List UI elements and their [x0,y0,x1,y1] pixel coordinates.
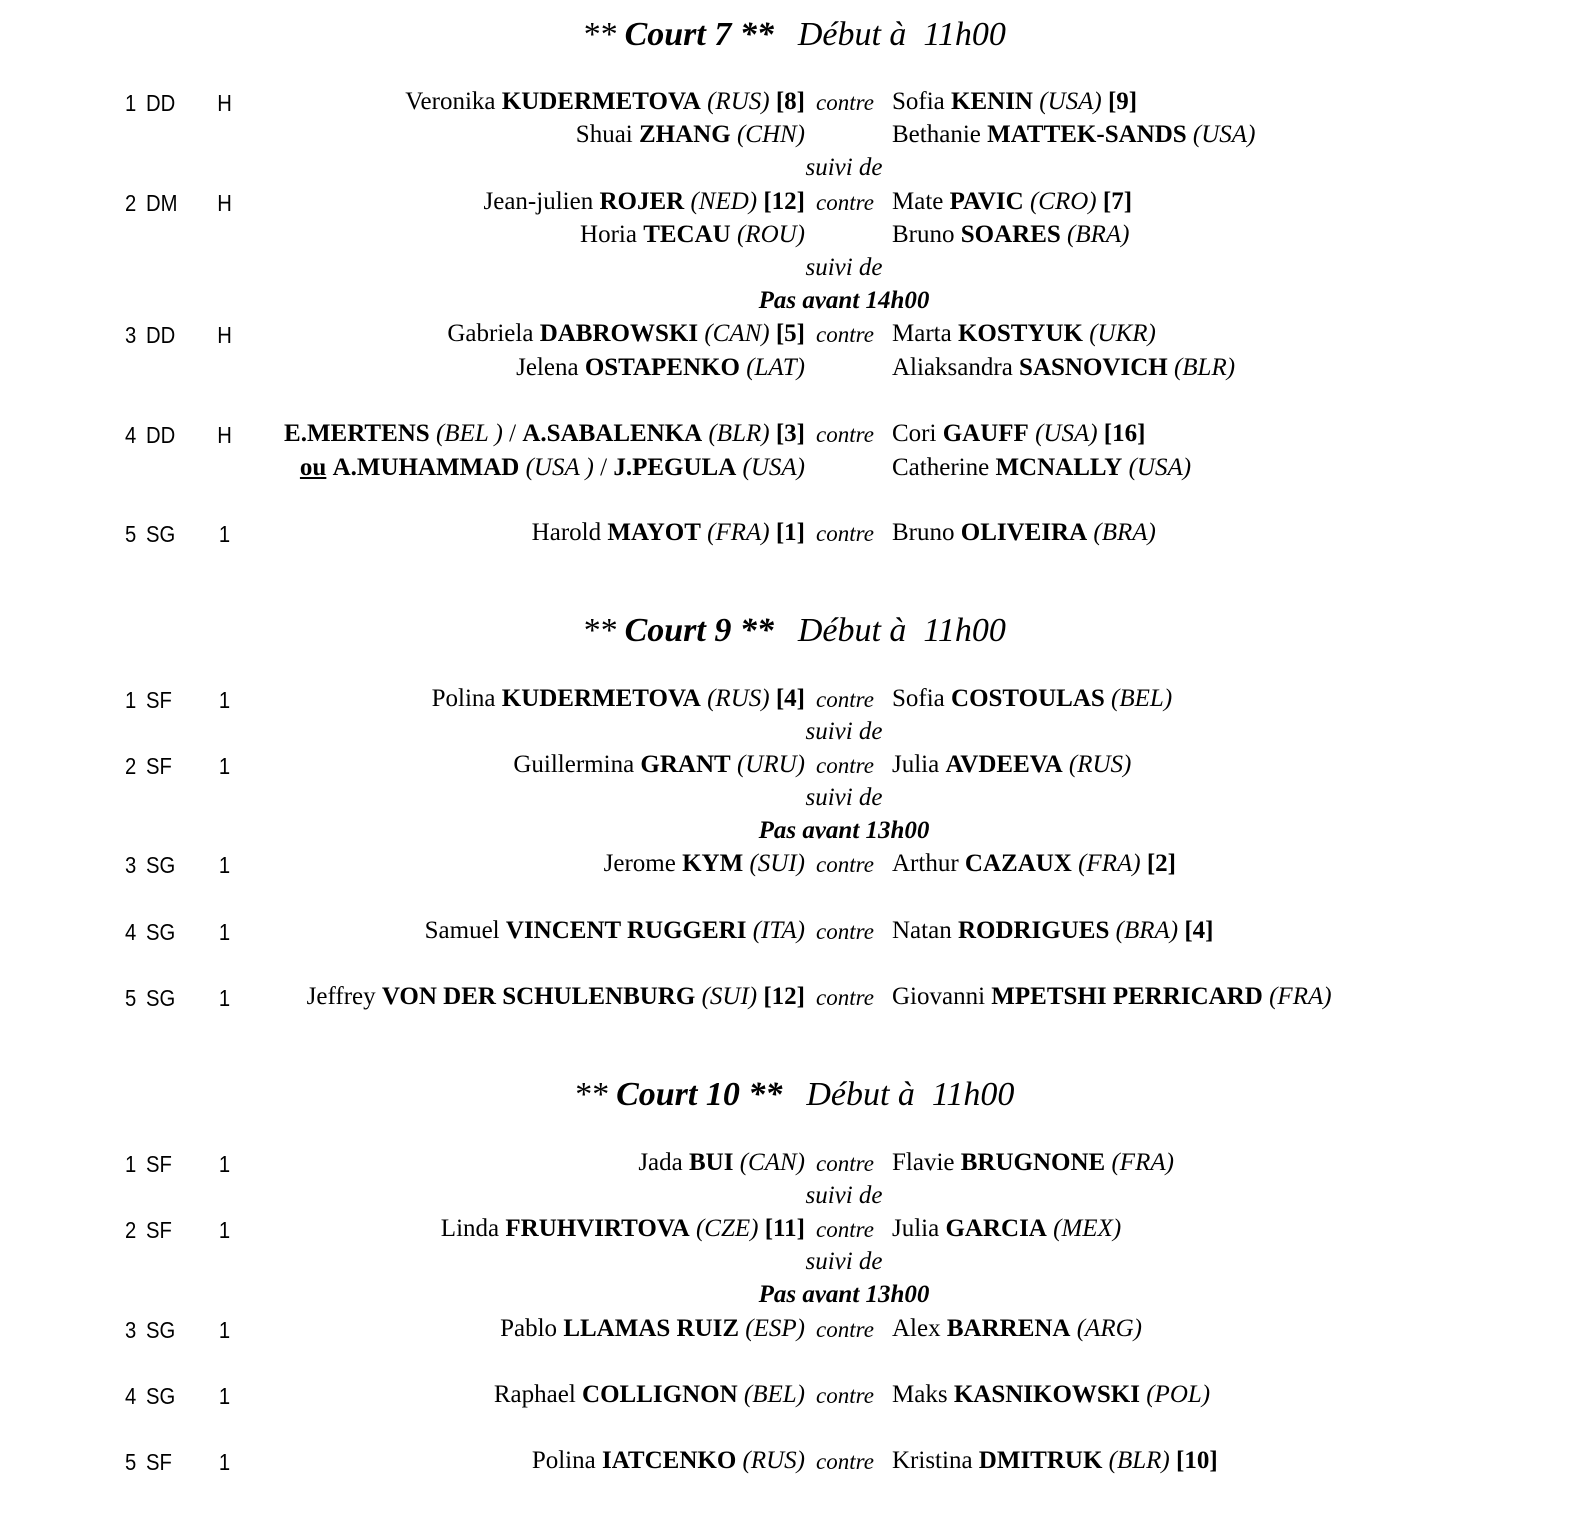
player-left: Veronika KUDERMETOVA (RUS) [8] [405,88,805,115]
court-name: Court 10 [616,1076,740,1113]
match-row [0,917,1588,951]
player-right: Sofia KENIN (USA) [9] [892,88,1138,115]
player-right: Arthur CAZAUX (FRA) [2] [892,850,1176,877]
match-row [0,420,1588,454]
match-category: SG [146,985,176,1011]
match-type: 1 [218,1449,231,1475]
player-left: Jada BUI (CAN) [638,1149,805,1176]
player-right: Julia GARCIA (MEX) [892,1215,1122,1242]
start-time: Début à 11h00 [797,612,1006,649]
match-category: SG [146,1317,176,1343]
contre-label: contre [816,985,874,1010]
player-right: Marta KOSTYUK (UKR) [892,320,1156,347]
match-row [0,1315,1588,1349]
match-type: 1 [218,687,231,713]
match-category: SF [146,1151,172,1177]
contre-label: contre [816,1317,874,1342]
match-type: 1 [218,985,231,1011]
match-number: 3 [125,852,137,878]
player-left: Harold MAYOT (FRA) [1] [531,519,805,546]
stars: ** [573,1076,608,1113]
player-left: Raphael COLLIGNON (BEL) [493,1381,805,1408]
match-number: 4 [125,422,137,448]
court-10-heading [0,1076,1588,1114]
match-number: 3 [125,322,137,348]
contre-label: contre [816,521,874,546]
player-left: Jeffrey VON DER SCHULENBURG (SUI) [12] [306,983,805,1010]
player-right: Catherine MCNALLY (USA) [892,454,1192,481]
contre-label: contre [816,190,874,215]
player-left: Gabriela DABROWSKI (CAN) [5] [447,320,805,347]
match-number: 5 [125,521,137,547]
player-left: Polina IATCENKO (RUS) [531,1447,805,1474]
match-type: 1 [218,1151,231,1177]
match-row-partner [0,454,1588,488]
player-right: Bruno OLIVEIRA (BRA) [892,519,1156,546]
match-number: 4 [125,1383,137,1409]
match-category: SG [146,919,176,945]
player-left: Shuai ZHANG (CHN) [575,121,805,148]
match-category: DD [146,322,176,348]
player-left: Pablo LLAMAS RUIZ (ESP) [500,1315,805,1342]
match-row [0,685,1588,719]
player-left: Horia TECAU (ROU) [580,221,805,248]
match-row [0,983,1588,1017]
match-category: DD [146,90,176,116]
match-category: SF [146,1449,172,1475]
match-type: 1 [218,1317,231,1343]
contre-label: contre [816,753,874,778]
match-type: 1 [218,1217,231,1243]
contre-label: contre [816,1449,874,1474]
player-right: Flavie BRUGNONE (FRA) [892,1149,1174,1176]
player-left: Jelena OSTAPENKO (LAT) [516,354,805,381]
match-row [0,188,1588,222]
match-category: SF [146,753,172,779]
player-right: Bethanie MATTEK-SANDS (USA) [892,121,1256,148]
match-category: SF [146,687,172,713]
match-row-partner [0,354,1588,388]
match-type: H [217,422,232,448]
match-number: 2 [125,190,137,216]
match-type: 1 [218,521,231,547]
match-number: 1 [125,687,137,713]
player-right: Sofia COSTOULAS (BEL) [892,685,1173,712]
match-category: SG [146,521,176,547]
match-number: 1 [125,1151,137,1177]
match-type: H [217,322,232,348]
match-category: SF [146,1217,172,1243]
match-row-partner [0,121,1588,155]
court-name: Court 9 [624,612,732,649]
match-type: H [217,90,232,116]
match-type: 1 [218,852,231,878]
stars: ** [582,16,617,53]
player-left: Guillermina GRANT (URU) [513,751,805,778]
court-9-heading [0,612,1588,650]
match-number: 5 [125,985,137,1011]
match-type: 1 [218,753,231,779]
match-number: 2 [125,1217,137,1243]
start-time: Début à 11h00 [797,16,1006,53]
contre-label: contre [816,1217,874,1242]
court-name: Court 7 [624,16,732,53]
match-row-partner [0,221,1588,255]
match-row [0,751,1588,785]
contre-label: contre [816,1383,874,1408]
contre-label: contre [816,1151,874,1176]
contre-label: contre [816,919,874,944]
match-row [0,320,1588,354]
ou-label: ou [299,454,327,481]
stars: ** [748,1076,783,1113]
match-type: H [217,190,232,216]
player-right: Mate PAVIC (CRO) [7] [892,188,1133,215]
match-category: SG [146,1383,176,1409]
contre-label: contre [816,322,874,347]
match-type: 1 [218,919,231,945]
stars: ** [739,16,774,53]
match-number: 2 [125,753,137,779]
player-right: Maks KASNIKOWSKI (POL) [892,1381,1211,1408]
player-right: Cori GAUFF (USA) [16] [892,420,1146,447]
contre-label: contre [816,90,874,115]
match-number: 1 [125,90,137,116]
match-row [0,88,1588,122]
match-category: SG [146,852,176,878]
match-category: DM [146,190,178,216]
contre-label: contre [816,852,874,877]
match-row [0,1215,1588,1249]
court-7-heading [0,16,1588,54]
player-left: ou A.MUHAMMAD (USA ) / J.PEGULA (USA) [299,454,805,481]
match-row [0,1149,1588,1183]
player-left: Jean-julien ROJER (NED) [12] [483,188,805,215]
start-time: Début à 11h00 [806,1076,1015,1113]
contre-label: contre [816,422,874,447]
match-number: 3 [125,1317,137,1343]
match-row [0,1381,1588,1415]
player-right: Kristina DMITRUK (BLR) [10] [892,1447,1218,1474]
match-row [0,1447,1588,1481]
match-number: 4 [125,919,137,945]
player-left: Samuel VINCENT RUGGERI (ITA) [424,917,805,944]
contre-label: contre [816,687,874,712]
player-right: Aliaksandra SASNOVICH (BLR) [892,354,1236,381]
player-right: Alex BARRENA (ARG) [892,1315,1142,1342]
player-left: Linda FRUHVIRTOVA (CZE) [11] [440,1215,805,1242]
stars: ** [739,612,774,649]
player-right: Natan RODRIGUES (BRA) [4] [892,917,1214,944]
stars: ** [582,612,617,649]
match-row [0,519,1588,553]
match-type: 1 [218,1383,231,1409]
match-category: DD [146,422,176,448]
player-right: Giovanni MPETSHI PERRICARD (FRA) [892,983,1332,1010]
player-left: Polina KUDERMETOVA (RUS) [4] [431,685,805,712]
player-right: Bruno SOARES (BRA) [892,221,1130,248]
player-left: E.MERTENS (BEL ) / A.SABALENKA (BLR) [3] [284,420,805,447]
match-row [0,850,1588,884]
player-left: Jerome KYM (SUI) [603,850,805,877]
match-number: 5 [125,1449,137,1475]
player-right: Julia AVDEEVA (RUS) [892,751,1132,778]
